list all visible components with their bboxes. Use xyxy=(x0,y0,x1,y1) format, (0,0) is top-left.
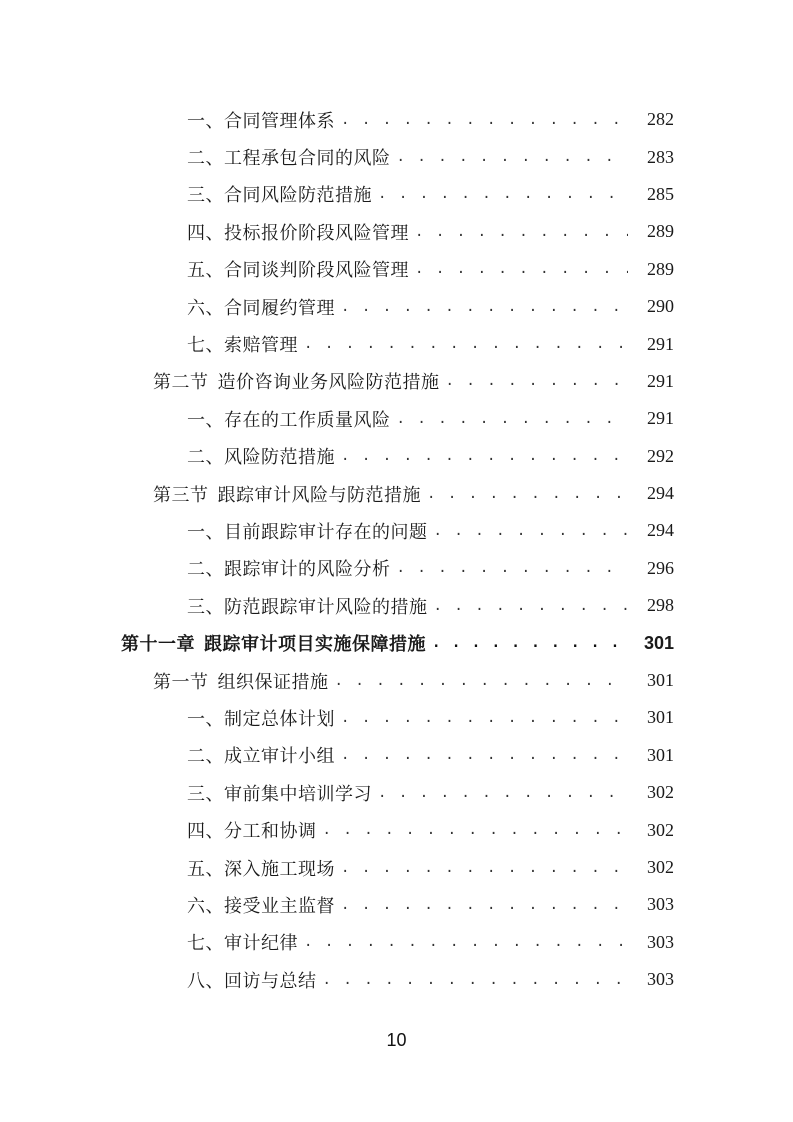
toc-dot-leader xyxy=(323,970,629,990)
toc-entry-title: 合同谈判阶段风险管理 xyxy=(224,260,409,282)
toc-entry-title: 存在的工作质量风险 xyxy=(224,409,391,431)
toc-item-row[interactable] xyxy=(0,138,793,175)
toc-entry-page: 303 xyxy=(647,969,674,990)
toc-entry-label xyxy=(187,219,409,245)
toc-dot-leader xyxy=(397,147,629,167)
toc-entry-page: 301 xyxy=(643,632,674,653)
toc-entry-label xyxy=(121,630,426,656)
toc-item-row[interactable] xyxy=(0,961,793,998)
toc-entry-prefix: 三、 xyxy=(187,596,224,618)
toc-dot-leader xyxy=(397,409,629,429)
toc-entry-title: 成立审计小组 xyxy=(224,746,335,768)
toc-entry-label xyxy=(187,331,298,357)
toc-item-row[interactable] xyxy=(0,924,793,961)
toc-entry-label xyxy=(187,518,428,544)
toc-entry-title: 造价咨询业务风险防范措施 xyxy=(217,372,440,394)
toc-entry-title: 审前集中培训学习 xyxy=(224,783,372,805)
toc-dot-leader xyxy=(434,596,629,616)
toc-item-row[interactable] xyxy=(0,438,793,475)
toc-item-row[interactable] xyxy=(0,886,793,923)
toc-dot-leader xyxy=(434,521,629,541)
toc-entry-prefix: 一、 xyxy=(187,708,224,730)
toc-item-row[interactable] xyxy=(0,737,793,774)
toc-dot-leader xyxy=(378,783,628,803)
toc-dot-leader xyxy=(341,446,628,466)
toc-entry-title: 跟踪审计项目实施保障措施 xyxy=(204,634,426,656)
toc-dot-leader xyxy=(432,633,628,653)
toc-chapter-row[interactable] xyxy=(0,624,793,661)
toc-entry-title: 合同风险防范措施 xyxy=(224,185,372,207)
toc-entry-page: 298 xyxy=(647,595,674,616)
toc-entry-title: 接受业主监督 xyxy=(224,895,335,917)
toc-entry-label xyxy=(187,144,391,170)
table-of-contents xyxy=(0,101,793,998)
toc-item-row[interactable] xyxy=(0,811,793,848)
toc-entry-page: 303 xyxy=(647,931,674,952)
toc-entry-title: 合同履约管理 xyxy=(224,297,335,319)
toc-entry-prefix: 四、 xyxy=(187,222,224,244)
toc-entry-page: 296 xyxy=(647,557,674,578)
toc-entry-title: 回访与总结 xyxy=(224,970,317,992)
toc-dot-leader xyxy=(341,745,628,765)
toc-entry-prefix: 一、 xyxy=(187,521,224,543)
toc-entry-page: 289 xyxy=(647,221,674,242)
toc-entry-label xyxy=(187,555,391,581)
toc-entry-prefix: 七、 xyxy=(187,933,224,955)
toc-entry-prefix: 六、 xyxy=(187,297,224,319)
toc-entry-label xyxy=(153,368,440,394)
toc-entry-prefix: 五、 xyxy=(187,858,224,880)
toc-entry-title: 目前跟踪审计存在的问题 xyxy=(224,521,428,543)
toc-dot-leader xyxy=(446,371,629,391)
toc-entry-title: 工程承包合同的风险 xyxy=(224,148,391,170)
toc-entry-page: 289 xyxy=(647,258,674,279)
toc-dot-leader xyxy=(415,259,628,279)
toc-entry-page: 294 xyxy=(647,520,674,541)
toc-entry-page: 291 xyxy=(647,370,674,391)
toc-item-row[interactable] xyxy=(0,400,793,437)
toc-dot-leader xyxy=(415,222,628,242)
toc-item-row[interactable] xyxy=(0,325,793,362)
toc-entry-prefix: 第二节 xyxy=(153,372,209,394)
toc-entry-title: 合同管理体系 xyxy=(224,110,335,132)
toc-item-row[interactable] xyxy=(0,550,793,587)
toc-entry-page: 302 xyxy=(647,819,674,840)
toc-entry-label xyxy=(187,780,372,806)
toc-entry-page: 285 xyxy=(647,183,674,204)
toc-entry-page: 291 xyxy=(647,333,674,354)
toc-entry-page: 301 xyxy=(647,707,674,728)
toc-section-row[interactable] xyxy=(0,662,793,699)
toc-entry-prefix: 五、 xyxy=(187,260,224,282)
toc-entry-prefix: 六、 xyxy=(187,895,224,917)
toc-dot-leader xyxy=(323,820,629,840)
toc-dot-leader xyxy=(427,484,628,504)
toc-entry-label xyxy=(187,742,335,768)
toc-dot-leader xyxy=(378,184,628,204)
toc-entry-title: 跟踪审计风险与防范措施 xyxy=(217,484,421,506)
toc-entry-prefix: 二、 xyxy=(187,148,224,170)
toc-item-row[interactable] xyxy=(0,213,793,250)
toc-entry-title: 分工和协调 xyxy=(224,821,317,843)
toc-section-row[interactable] xyxy=(0,475,793,512)
toc-dot-leader xyxy=(341,858,628,878)
toc-entry-page: 282 xyxy=(647,109,674,130)
toc-entry-prefix: 八、 xyxy=(187,970,224,992)
toc-dot-leader xyxy=(304,932,628,952)
toc-dot-leader xyxy=(341,110,628,130)
toc-entry-label xyxy=(187,294,335,320)
page-number: 10 xyxy=(386,1030,407,1050)
toc-entry-prefix: 三、 xyxy=(187,185,224,207)
toc-entry-prefix: 第十一章 xyxy=(121,634,195,656)
toc-entry-label xyxy=(187,256,409,282)
toc-entry-page: 302 xyxy=(647,782,674,803)
toc-entry-label xyxy=(187,855,335,881)
toc-entry-page: 301 xyxy=(647,744,674,765)
toc-entry-label xyxy=(187,181,372,207)
toc-section-row[interactable] xyxy=(0,363,793,400)
toc-entry-prefix: 二、 xyxy=(187,447,224,469)
toc-entry-page: 283 xyxy=(647,146,674,167)
toc-entry-label xyxy=(187,443,335,469)
toc-entry-label xyxy=(153,481,421,507)
toc-dot-leader xyxy=(341,708,628,728)
toc-entry-label xyxy=(187,705,335,731)
toc-item-row[interactable] xyxy=(0,512,793,549)
toc-entry-label xyxy=(187,929,298,955)
toc-entry-title: 组织保证措施 xyxy=(217,671,329,693)
toc-item-row[interactable] xyxy=(0,176,793,213)
toc-dot-leader xyxy=(335,671,629,691)
toc-entry-prefix: 第三节 xyxy=(153,484,209,506)
toc-entry-page: 303 xyxy=(647,894,674,915)
toc-dot-leader xyxy=(341,297,628,317)
toc-entry-prefix: 四、 xyxy=(187,821,224,843)
toc-entry-label xyxy=(187,967,317,993)
toc-entry-page: 291 xyxy=(647,408,674,429)
toc-entry-prefix: 第一节 xyxy=(153,671,209,693)
toc-dot-leader xyxy=(397,558,629,578)
toc-entry-page: 302 xyxy=(647,857,674,877)
toc-entry-label xyxy=(187,107,335,133)
toc-entry-title: 投标报价阶段风险管理 xyxy=(224,222,409,244)
toc-entry-page: 294 xyxy=(647,483,674,504)
toc-entry-prefix: 二、 xyxy=(187,746,224,768)
toc-dot-leader xyxy=(341,895,628,915)
toc-entry-page: 292 xyxy=(647,445,674,466)
toc-entry-title: 跟踪审计的风险分析 xyxy=(224,559,391,581)
toc-entry-title: 风险防范措施 xyxy=(224,447,335,469)
toc-entry-label xyxy=(187,406,391,432)
toc-entry-prefix: 二、 xyxy=(187,559,224,581)
toc-entry-title: 深入施工现场 xyxy=(224,858,335,880)
toc-item-row[interactable] xyxy=(0,774,793,811)
toc-entry-title: 审计纪律 xyxy=(224,933,298,955)
toc-item-row[interactable] xyxy=(0,587,793,624)
toc-item-row[interactable] xyxy=(0,699,793,736)
toc-item-row[interactable] xyxy=(0,288,793,325)
toc-item-row[interactable] xyxy=(0,849,793,886)
toc-item-row[interactable] xyxy=(0,101,793,138)
toc-entry-title: 防范跟踪审计风险的措施 xyxy=(224,596,428,618)
toc-entry-prefix: 一、 xyxy=(187,110,224,132)
toc-entry-page: 290 xyxy=(647,296,674,317)
toc-entry-label xyxy=(187,817,317,843)
toc-entry-title: 索赔管理 xyxy=(224,335,298,357)
toc-entry-title: 制定总体计划 xyxy=(224,708,335,730)
toc-entry-label xyxy=(153,668,329,694)
toc-item-row[interactable] xyxy=(0,251,793,288)
toc-entry-label xyxy=(187,593,428,619)
toc-dot-leader xyxy=(304,334,628,354)
toc-entry-prefix: 三、 xyxy=(187,783,224,805)
toc-entry-page: 301 xyxy=(647,670,674,691)
toc-entry-label xyxy=(187,892,335,918)
toc-entry-prefix: 七、 xyxy=(187,335,224,357)
toc-entry-prefix: 一、 xyxy=(187,409,224,431)
